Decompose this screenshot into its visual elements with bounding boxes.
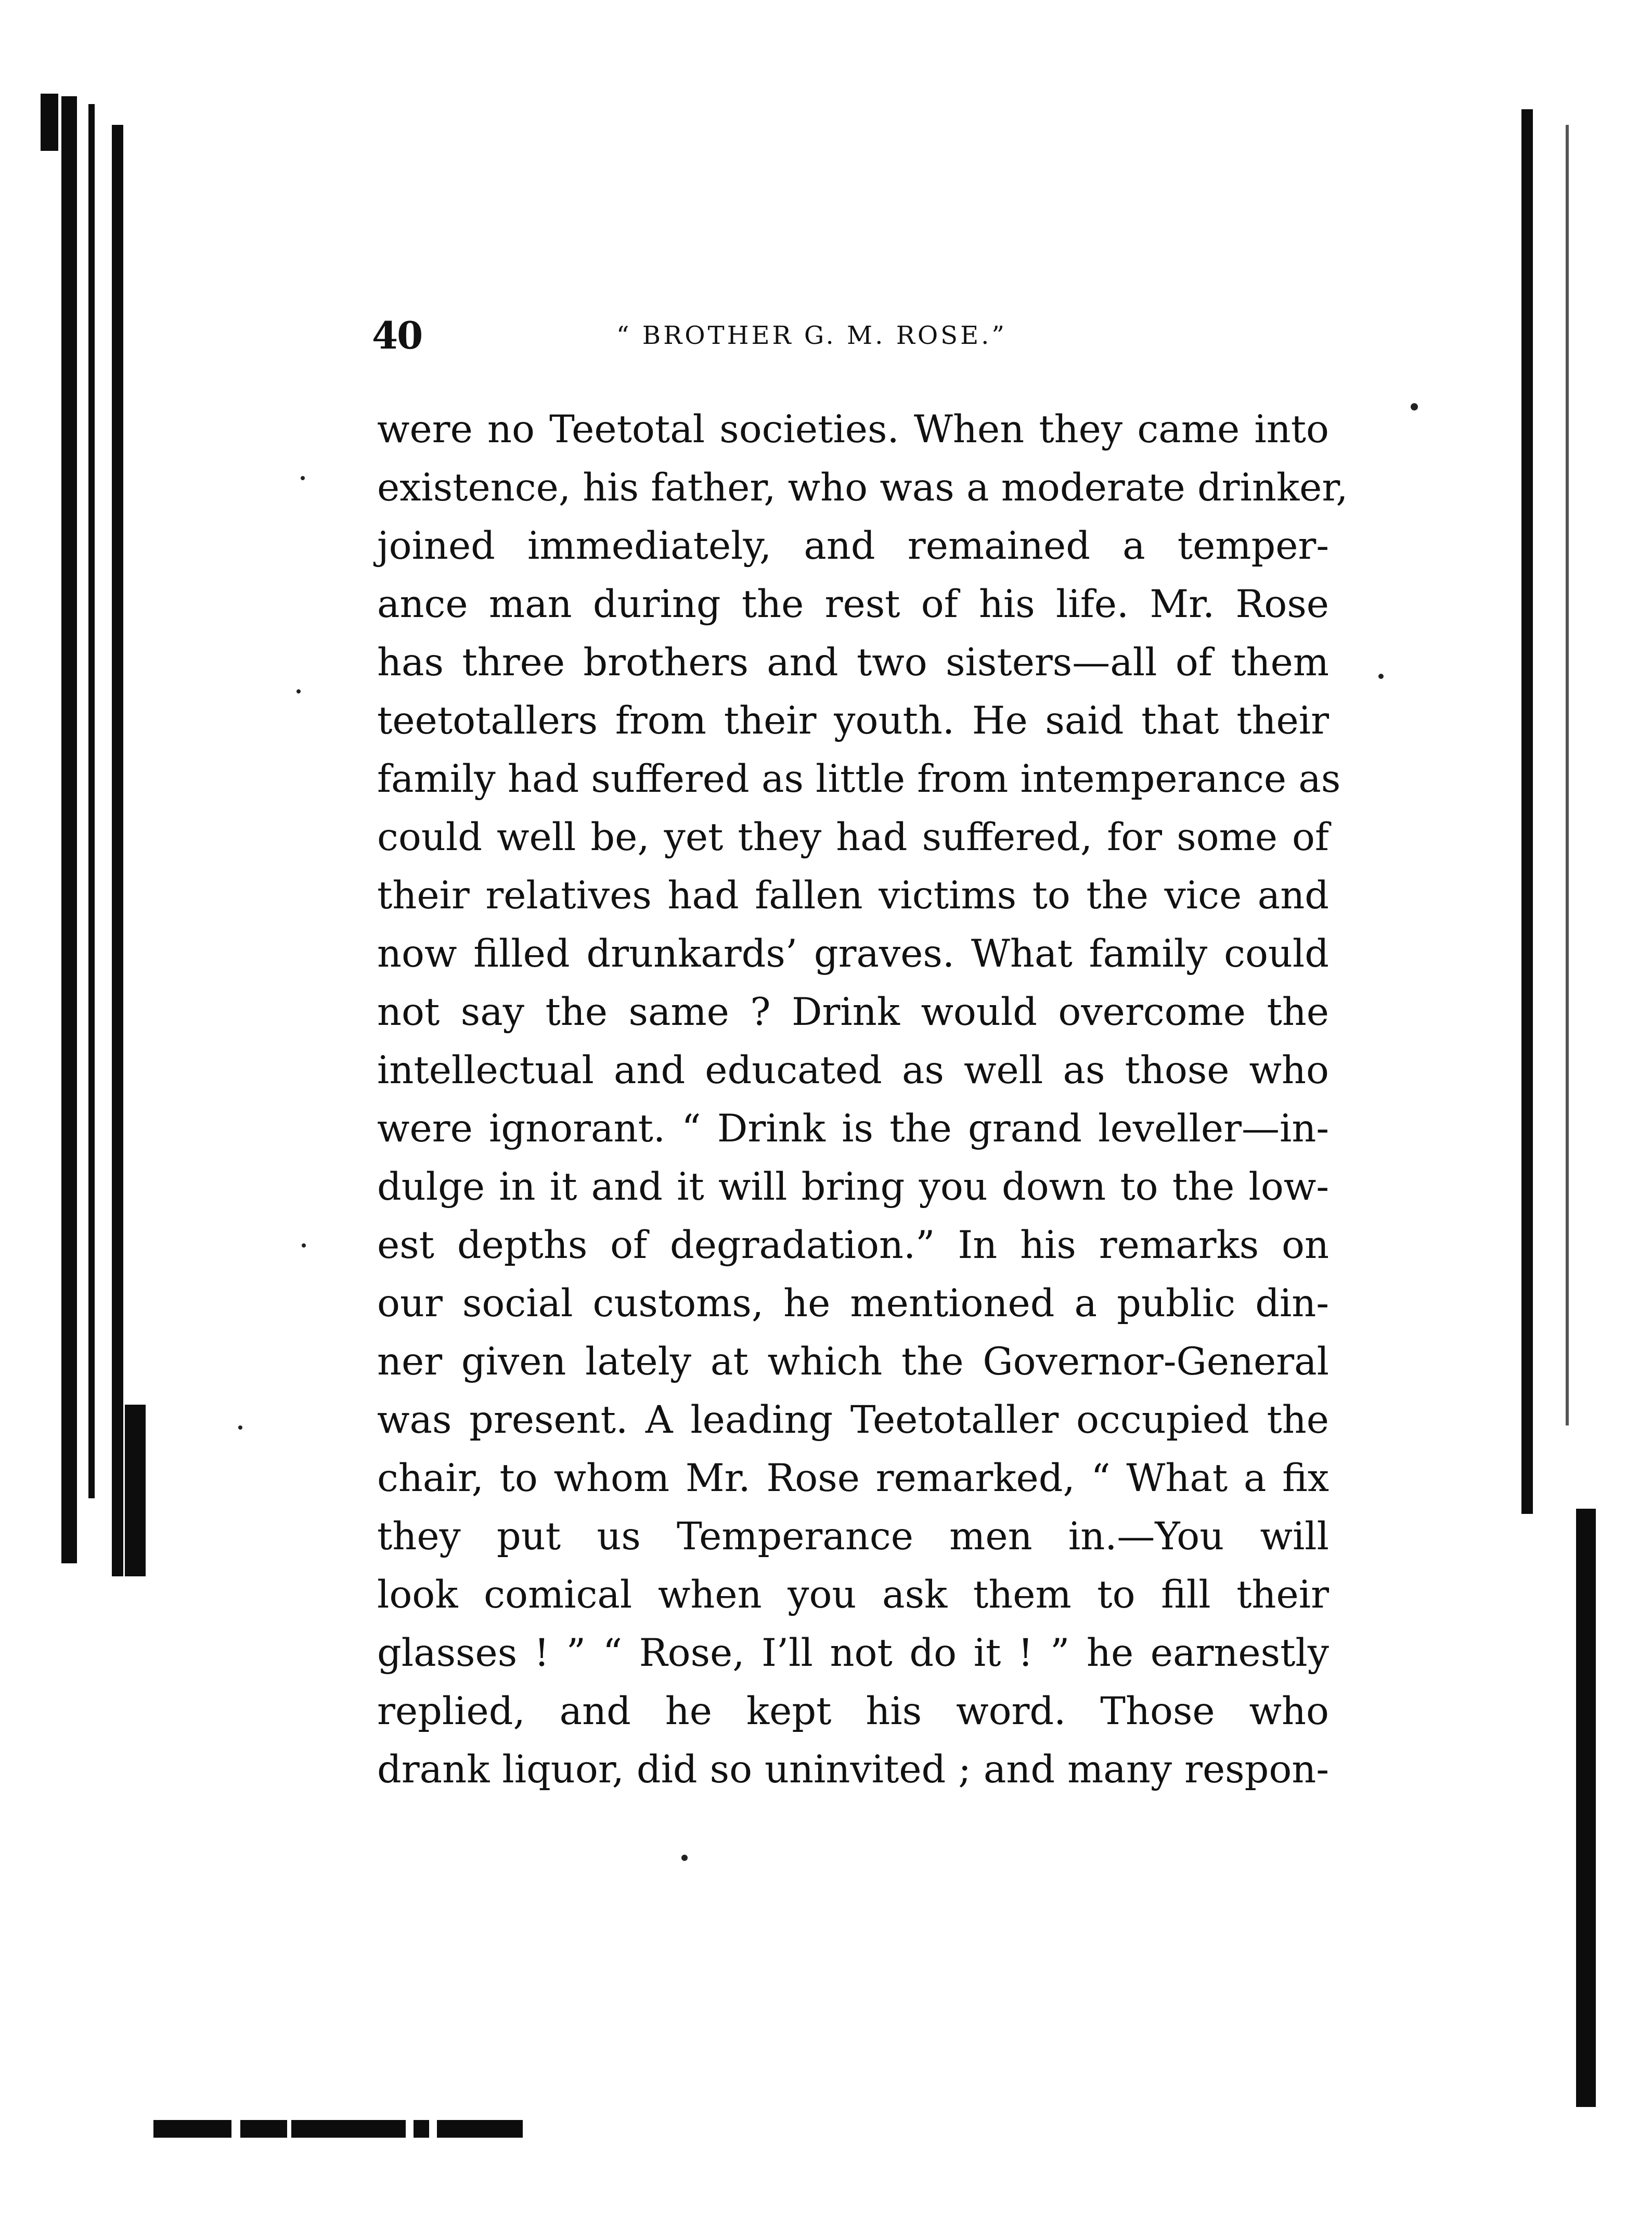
text-line: family had suffered as little from intemperance as bbox=[377, 757, 1341, 801]
scan-edge-bottom-2 bbox=[240, 2120, 287, 2138]
text-line: were no Teetotal societies. When they came into bbox=[377, 407, 1329, 452]
text-line: could well be, yet they had suffered, for some of bbox=[377, 815, 1329, 859]
scan-edge-left-bar-1 bbox=[61, 96, 77, 1563]
scan-edge-bottom-1 bbox=[153, 2120, 231, 2138]
scan-edge-left-bar-3 bbox=[112, 125, 123, 1576]
text-line: our social customs, he mentioned a public din- bbox=[377, 1281, 1329, 1326]
scan-edge-left-outer bbox=[41, 94, 58, 151]
text-line: was present. A leading Teetotaller occupied the bbox=[377, 1398, 1329, 1442]
text-line: has three brothers and two sisters—all of them bbox=[377, 640, 1329, 685]
text-line: look comical when you ask them to fill their bbox=[377, 1573, 1329, 1617]
scan-edge-right-thin bbox=[1566, 125, 1569, 1425]
text-line: joined immediately, and remained a temper- bbox=[377, 524, 1329, 568]
text-line: dulge in it and it will bring you down to the low- bbox=[377, 1165, 1329, 1209]
text-line: intellectual and educated as well as those who bbox=[377, 1048, 1329, 1093]
scan-edge-left-bar-2 bbox=[88, 104, 95, 1498]
text-line: glasses ! ” “ Rose, I’ll not do it ! ” he earnestly bbox=[377, 1631, 1329, 1675]
text-line: chair, to whom Mr. Rose remarked, “ What a fix bbox=[377, 1456, 1329, 1500]
text-line: were ignorant. “ Drink is the grand leveller—in- bbox=[377, 1107, 1329, 1151]
scan-edge-bottom-4 bbox=[414, 2120, 429, 2138]
speck bbox=[302, 1243, 306, 1248]
text-line: replied, and he kept his word. Those who bbox=[377, 1689, 1329, 1733]
running-head: “ BROTHER G. M. ROSE.” bbox=[616, 321, 1007, 350]
speck bbox=[1411, 403, 1418, 410]
speck bbox=[296, 689, 301, 693]
scan-edge-bottom-5 bbox=[437, 2120, 523, 2138]
page-number: 40 bbox=[372, 313, 422, 357]
speck bbox=[238, 1425, 242, 1430]
text-line: existence, his father, who was a moderate drinker, bbox=[377, 466, 1348, 510]
text-line: ner given lately at which the Governor-General bbox=[377, 1340, 1329, 1384]
speck bbox=[681, 1855, 688, 1861]
page-header bbox=[372, 307, 1334, 364]
text-line: ance man during the rest of his life. Mr. Rose bbox=[377, 582, 1329, 626]
text-line: drank liquor, did so uninvited ; and many respon- bbox=[377, 1747, 1329, 1792]
text-line: est depths of degradation.” In his remarks on bbox=[377, 1223, 1329, 1267]
text-line: now filled drunkards’ graves. What family could bbox=[377, 932, 1329, 976]
scan-edge-left-block bbox=[125, 1405, 146, 1576]
text-line: they put us Temperance men in.—You will bbox=[377, 1514, 1329, 1559]
speck bbox=[1378, 674, 1384, 679]
scan-edge-right-outer bbox=[1576, 1509, 1596, 2107]
body-text bbox=[377, 401, 1348, 1799]
scan-edge-right-bar bbox=[1521, 109, 1533, 1514]
speck bbox=[301, 476, 305, 480]
scan-edge-bottom-3 bbox=[291, 2120, 406, 2138]
text-line: their relatives had fallen victims to the vice and bbox=[377, 873, 1329, 918]
text-line: teetotallers from their youth. He said that their bbox=[377, 699, 1329, 743]
text-line: not say the same ? Drink would overcome the bbox=[377, 990, 1329, 1034]
